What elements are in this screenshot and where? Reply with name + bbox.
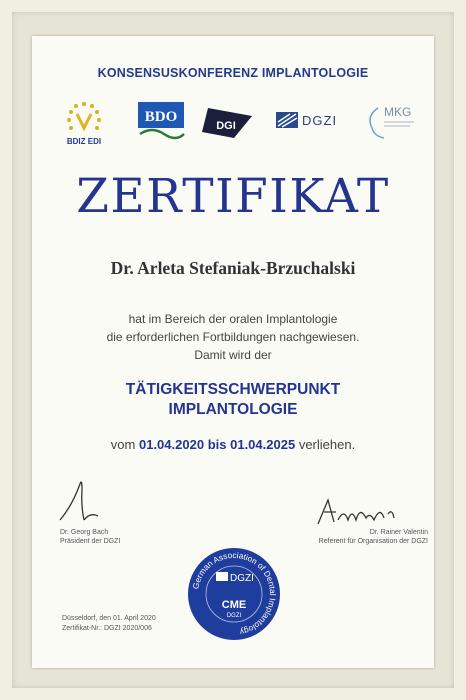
mkg-logo-text: MKG (384, 105, 412, 119)
right-signature (314, 494, 414, 530)
body-line-1: hat im Bereich der oralen Implantologie (128, 312, 338, 326)
period-from: 01.04.2020 (138, 437, 205, 452)
seal-cme-sub: DGZI (226, 613, 242, 619)
dgzi-logo-text: DGZI (302, 113, 338, 128)
footer-place-date: Düsseldorf, den 01. April 2020 (62, 615, 156, 622)
conference-heading: KONSENSUSKONFERENZ IMPLANTOLOGIE (97, 66, 369, 80)
footer-certificate-number: Zertifikat-Nr.: DGZI 2020/006 (62, 625, 152, 633)
bdiz-edi-logo (67, 102, 101, 146)
right-signatory (288, 528, 428, 547)
certificate-paper (32, 36, 434, 668)
focus-line-2: IMPLANTOLOGIE (168, 401, 298, 418)
dgi-logo-text: DGI (216, 120, 236, 132)
right-signatory-name: Dr. Rainer Valentin (369, 529, 428, 536)
body-line-3: Damit wird der (194, 348, 272, 362)
body-line-2: die erforderlichen Fortbildungen nachgewiesen. (106, 330, 360, 344)
seal-ring-text: German Association of Dental Implantology (190, 549, 279, 638)
period-prefix: vom (110, 437, 136, 452)
logo-row (52, 94, 422, 150)
left-signatory-role: Präsident der DGZI (60, 538, 121, 546)
seal-cme-badge: CME (221, 599, 247, 611)
bdo-logo (138, 102, 184, 138)
dgi-logo (202, 108, 252, 138)
certificate-title: ZERTIFIKAT (76, 169, 390, 224)
period-to: 01.04.2025 (230, 437, 296, 452)
left-signatory-name: Dr. Georg Bach (60, 529, 109, 536)
dgzi-seal (186, 546, 282, 642)
dgzi-logo (276, 112, 337, 128)
left-signatory (60, 528, 120, 547)
right-signatory-role: Referent für Organisation der DGZI (318, 538, 428, 546)
bdo-logo-text: BDO (144, 109, 178, 125)
recipient-name: Dr. Arleta Stefaniak-Brzuchalski (110, 258, 356, 278)
left-signature (54, 476, 134, 526)
period-suffix: verliehen. (298, 437, 356, 452)
validity-period (32, 437, 434, 452)
seal-center-text: DGZI (230, 573, 254, 584)
focus-line-1: TÄTIGKEITSSCHWERPUNKT (125, 381, 341, 398)
mkg-logo (370, 105, 414, 138)
footer-info (62, 614, 156, 634)
period-mid: bis (207, 437, 227, 452)
bdiz-edi-logo-text: BDIZ EDI (66, 137, 102, 146)
